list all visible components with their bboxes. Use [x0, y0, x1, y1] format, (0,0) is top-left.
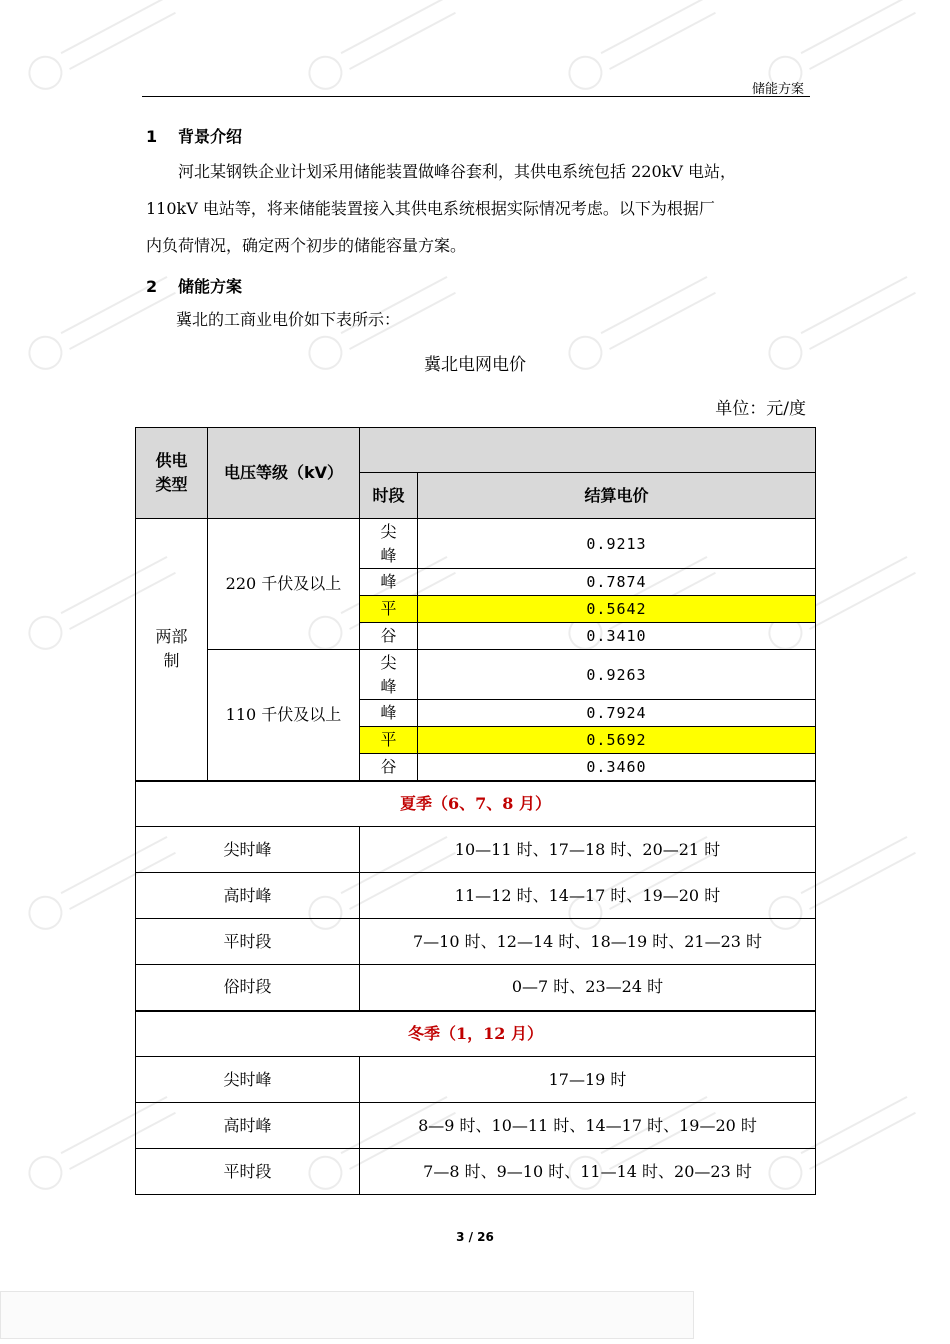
section-heading-1: [146, 124, 242, 147]
paragraph-line: 冀北的工商业电价如下表所示：: [176, 310, 401, 329]
winter-label-cell: 平时段: [136, 1149, 360, 1195]
section-title: 储能方案: [178, 277, 243, 296]
summer-label-cell: 俗时段: [136, 965, 360, 1011]
summer-hours-cell: 7—10 时、12—14 时、18—19 时、21—23 时: [360, 919, 816, 965]
winter-hours-cell: 17—19 时: [360, 1057, 816, 1103]
header-period: 时段: [360, 473, 418, 519]
electricity-price-table: [135, 427, 816, 1195]
winter-label-cell: 高时峰: [136, 1103, 360, 1149]
price-cell: 0.3410: [418, 623, 816, 650]
watermark-stamp: [21, 0, 190, 98]
period-cell: 峰: [360, 569, 418, 596]
winter-season-title: 冬季（1，12 月）: [136, 1011, 816, 1057]
price-cell: 0.7924: [418, 700, 816, 727]
summer-label-cell: 高时峰: [136, 873, 360, 919]
page-number: 3 / 26: [456, 1230, 494, 1244]
period-cell: 尖峰: [360, 650, 418, 700]
summer-label-cell: 尖时峰: [136, 827, 360, 873]
header-rule: [142, 96, 810, 97]
period-cell: 谷: [360, 754, 418, 781]
section-number: 2: [146, 277, 158, 296]
header-voltage: 电压等级（kV）: [208, 428, 360, 519]
summer-hours-cell: 0—7 时、23—24 时: [360, 965, 816, 1011]
period-cell: 谷: [360, 623, 418, 650]
running-header: 储能方案: [751, 82, 804, 97]
voltage-cell-220: 220 千伏及以上: [208, 519, 360, 650]
background-paragraph: [146, 153, 816, 264]
period-cell: 尖峰: [360, 519, 418, 569]
price-cell: 0.9263: [418, 650, 816, 700]
table-unit: 单位：元/度: [715, 399, 806, 419]
header-blank: [360, 428, 816, 473]
intro-paragraph: [146, 301, 846, 338]
summer-hours-cell: 10—11 时、17—18 时、20—21 时: [360, 827, 816, 873]
summer-hours-cell: 11—12 时、14—17 时、19—20 时: [360, 873, 816, 919]
winter-label-cell: 尖时峰: [136, 1057, 360, 1103]
footer-box: [0, 1291, 694, 1339]
table-title: 冀北电网电价: [424, 355, 526, 375]
price-cell: 0.7874: [418, 569, 816, 596]
price-cell-highlighted: 0.5692: [418, 727, 816, 754]
period-cell-highlighted: 平: [360, 596, 418, 623]
section-heading-2: [146, 274, 242, 297]
header-price: 结算电价: [418, 473, 816, 519]
winter-hours-cell: 8—9 时、10—11 时、14—17 时、19—20 时: [360, 1103, 816, 1149]
period-cell-highlighted: 平: [360, 727, 418, 754]
section-number: 1: [146, 127, 158, 146]
supply-type-cell: 两部制: [136, 519, 208, 781]
paragraph-line: 河北某钢铁企业计划采用储能装置做峰谷套利，其供电系统包括 220kV 电站，: [178, 162, 736, 181]
period-cell: 峰: [360, 700, 418, 727]
paragraph-line: 内负荷情况，确定两个初步的储能容量方案。: [146, 236, 467, 255]
price-cell-highlighted: 0.5642: [418, 596, 816, 623]
paragraph-line: 110kV 电站等，将来储能装置接入其供电系统根据实际情况考虑。以下为根据厂: [146, 199, 715, 218]
section-title: 背景介绍: [178, 127, 243, 146]
watermark-stamp: [561, 0, 730, 98]
summer-label-cell: 平时段: [136, 919, 360, 965]
watermark-stamp: [301, 0, 470, 98]
winter-hours-cell: 7—8 时、9—10 时、11—14 时、20—23 时: [360, 1149, 816, 1195]
price-cell: 0.9213: [418, 519, 816, 569]
price-cell: 0.3460: [418, 754, 816, 781]
header-supply-type: 供电类型: [136, 428, 208, 519]
voltage-cell-110: 110 千伏及以上: [208, 650, 360, 781]
summer-season-title: 夏季（6、7、8 月）: [136, 781, 816, 827]
